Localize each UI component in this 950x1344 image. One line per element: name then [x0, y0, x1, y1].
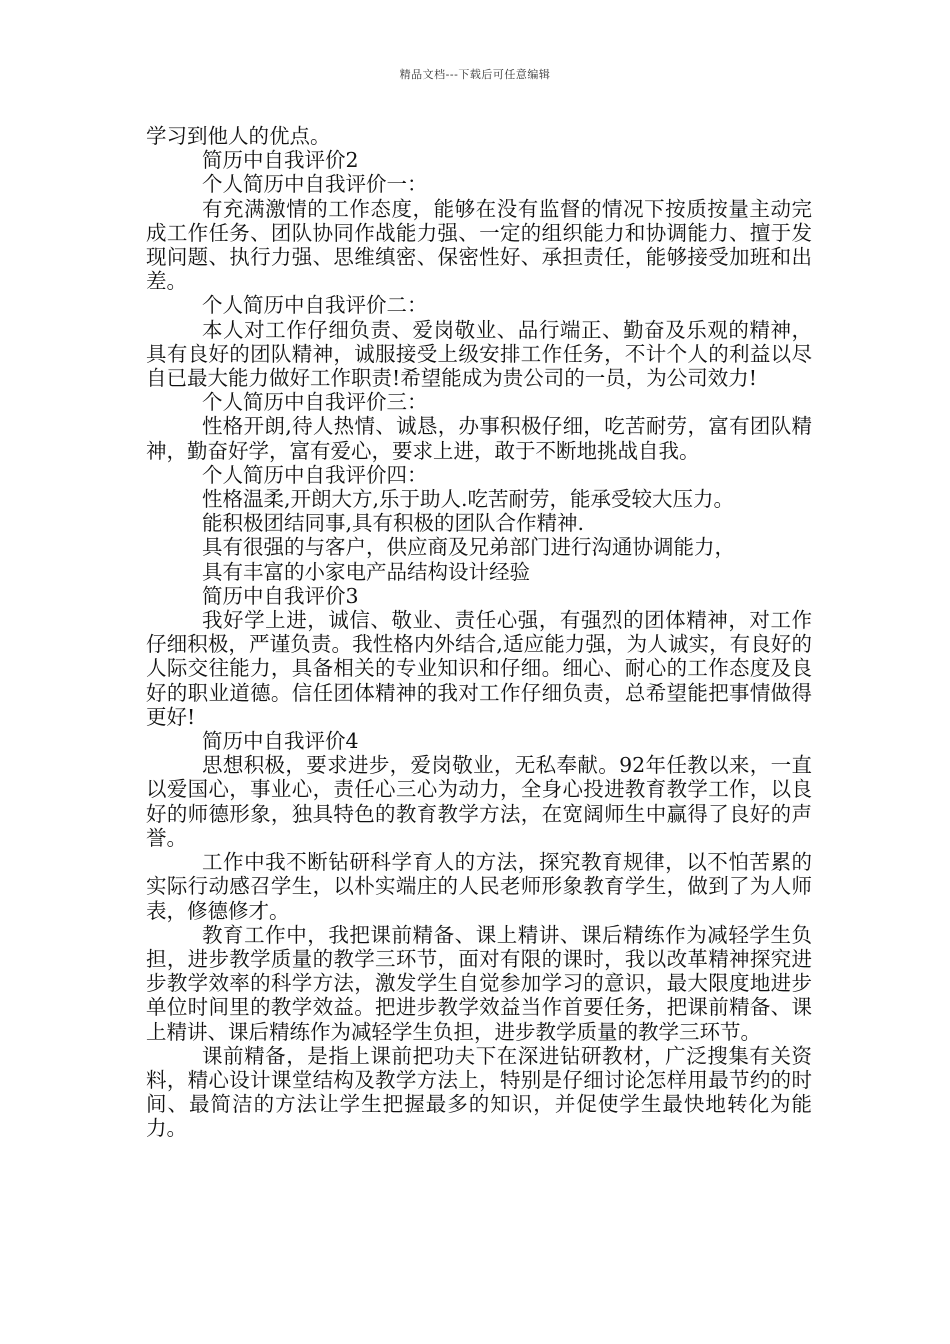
page-header: 精品文档---下载后可任意编辑	[399, 68, 551, 81]
paragraph: 简历中自我评价4	[202, 729, 359, 754]
paragraph: 个人简历中自我评价二：	[202, 293, 428, 318]
paragraph: 工作中我不断钻研科学育人的方法，探究教育规律，以不怕苦累的实际行动感召学生，以朴实端庄的人民老师形象教育学生，做到了为人师表，修德修才。	[146, 850, 812, 923]
paragraph: 具有丰富的小家电产品结构设计经验	[202, 559, 530, 584]
paragraph: 性格开朗,待人热情、诚恳，办事积极仔细，吃苦耐劳，富有团队精神，勤奋好学，富有爱心，要求上进，敢于不断地挑战自我。	[146, 414, 812, 463]
paragraph: 简历中自我评价3	[202, 583, 359, 608]
paragraph: 简历中自我评价2	[202, 148, 359, 173]
document-body	[146, 124, 812, 1141]
paragraph: 课前精备，是指上课前把功夫下在深进钻研教材，广泛搜集有关资料，精心设计课堂结构及教学方法上，特别是仔细讨论怎样用最节约的时间、最简洁的方法让学生把握最多的知识，并促使学生最快地转化为能力。	[146, 1043, 812, 1141]
paragraph: 个人简历中自我评价一：	[202, 172, 428, 197]
paragraph: 本人对工作仔细负责、爱岗敬业、品行端正、勤奋及乐观的精神，具有良好的团队精神，诚服接受上级安排工作任务，不计个人的利益以尽自已最大能力做好工作职责!希望能成为贵公司的一员，为公司效力!	[146, 317, 812, 391]
paragraph: 教育工作中，我把课前精备、课上精讲、课后精练作为减轻学生负担，进步教学质量的教学三环节，面对有限的课时，我以改革精神探究进步教学效率的科学方法，激发学生自觉参加学习的意识，最大限度地进步单位时间里的教学效益。把进步教学效益当作首要任务，把课前精备、课上精讲、课后精练作为减轻学生负担，进步教学质量的教学三环节。	[146, 922, 812, 1044]
paragraph: 个人简历中自我评价三：	[202, 390, 428, 415]
paragraph: 具有很强的与客户，供应商及兄弟部门进行沟通协调能力，	[202, 535, 735, 560]
paragraph: 学习到他人的优点。	[146, 124, 331, 148]
paragraph: 个人简历中自我评价四：	[202, 462, 428, 487]
paragraph: 能积极团结同事,具有积极的团队合作精神.	[202, 511, 585, 536]
paragraph: 有充满激情的工作态度，能够在没有监督的情况下按质按量主动完成工作任务、团队协同作战能力强、一定的组织能力和协调能力、擅于发现问题、执行力强、思维缜密、保密性好、承担责任，能够接受加班和出差。	[146, 196, 812, 294]
paragraph: 性格温柔,开朗大方,乐于助人.吃苦耐劳，能承受较大压力。	[202, 487, 735, 512]
paragraph: 我好学上进，诚信、敬业、责任心强，有强烈的团体精神，对工作仔细积极，严谨负责。我性格内外结合,适应能力强，为人诚实，有良好的人际交往能力，具备相关的专业知识和仔细。细心、耐心的工作态度及良好的职业道德。信任团体精神的我对工作仔细负责，总希望能把事情做得更好!	[146, 608, 812, 729]
paragraph: 思想积极，要求进步，爱岗敬业，无私奉献。92年任教以来，一直以爱国心，事业心，责任心三心为动力，全身心投进教育教学工作，以良好的师德形象，独具特色的教育教学方法，在宽阔师生中赢得了良好的声誉。	[146, 753, 812, 850]
